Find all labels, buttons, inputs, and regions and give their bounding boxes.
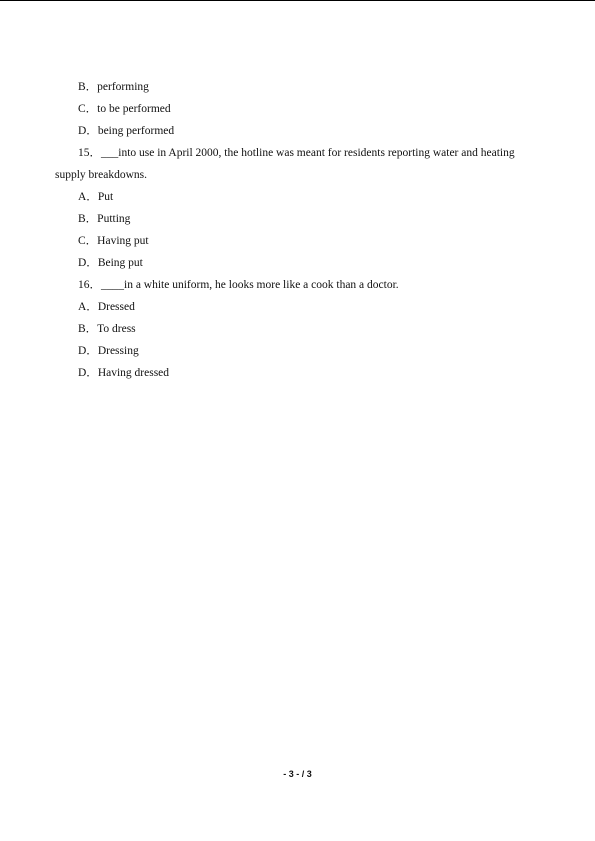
page-number: - 3 - / 3 — [283, 769, 312, 779]
option-text: Having dressed — [97, 367, 170, 379]
question-number: 16． — [78, 279, 101, 291]
question-text: ___into use in April 2000, the hotline was meant for residents reporting water and heating — [101, 147, 515, 159]
option-line — [0, 255, 595, 277]
question-text: supply breakdowns. — [55, 169, 147, 181]
option-label: B． — [78, 213, 98, 225]
option-text: Having put — [97, 235, 149, 247]
option-line — [0, 101, 595, 123]
option-text: Being put — [97, 257, 143, 269]
option-label: A． — [78, 191, 98, 203]
question-number: 15． — [78, 147, 101, 159]
option-label: A． — [78, 301, 98, 313]
option-line — [0, 233, 595, 255]
option-text: performing — [97, 81, 149, 93]
option-line — [0, 211, 595, 233]
option-label: D． — [78, 125, 98, 137]
option-text: to be performed — [97, 103, 171, 115]
top-rule — [0, 0, 595, 1]
document-body — [0, 79, 595, 387]
option-text: Putting — [97, 213, 131, 225]
option-line — [0, 299, 595, 321]
option-label: C． — [78, 103, 98, 115]
option-text: Dressing — [97, 345, 139, 357]
option-text: Put — [97, 191, 114, 203]
question-line — [0, 277, 595, 299]
option-text: being performed — [97, 125, 175, 137]
option-label: B． — [78, 81, 98, 93]
option-label: B． — [78, 323, 98, 335]
option-text: Dressed — [97, 301, 135, 313]
question-line — [0, 145, 595, 167]
option-line — [0, 189, 595, 211]
option-label: D． — [78, 257, 98, 269]
option-line — [0, 343, 595, 365]
option-line — [0, 321, 595, 343]
option-line — [0, 365, 595, 387]
question-text: ____in a white uniform, he looks more like a cook than a doctor. — [101, 279, 399, 291]
option-label: C． — [78, 235, 98, 247]
question-continuation — [0, 167, 595, 189]
option-line — [0, 123, 595, 145]
option-text: To dress — [97, 323, 136, 335]
option-label: D． — [78, 345, 98, 357]
option-line — [0, 79, 595, 101]
option-label: D． — [78, 367, 98, 379]
